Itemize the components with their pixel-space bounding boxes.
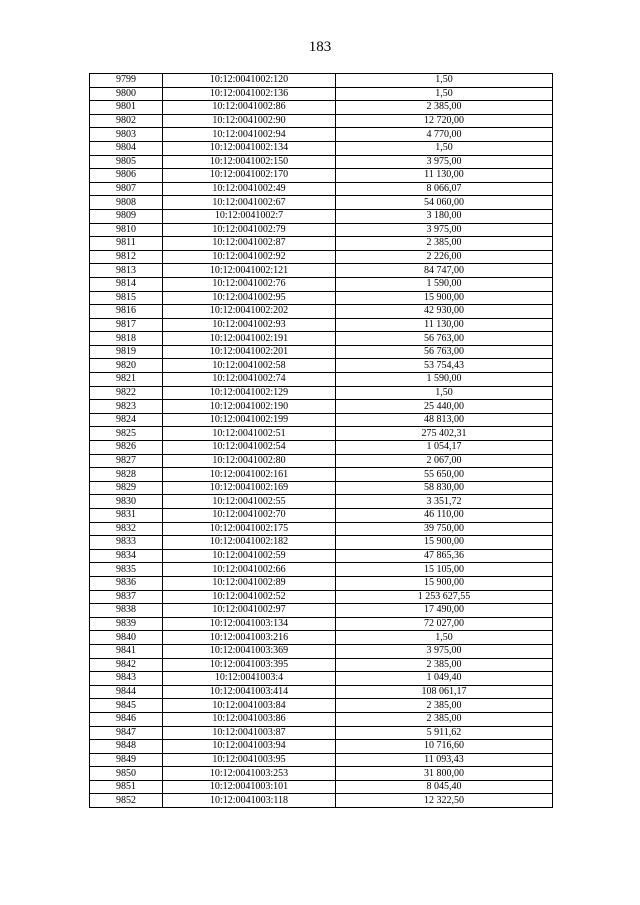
value-cell: 8 066,07: [336, 182, 553, 196]
value-cell: 2 385,00: [336, 101, 553, 115]
value-cell: 53 754,43: [336, 359, 553, 373]
cadastral-number-cell: 10:12:0041003:118: [163, 794, 336, 808]
cadastral-number-cell: 10:12:0041003:414: [163, 685, 336, 699]
cadastral-number-cell: 10:12:0041002:70: [163, 509, 336, 523]
registry-table: [89, 73, 553, 808]
cadastral-number-cell: 10:12:0041002:201: [163, 345, 336, 359]
cadastral-number-cell: 10:12:0041003:95: [163, 753, 336, 767]
table-row: [90, 345, 553, 359]
row-number-cell: 9804: [90, 141, 163, 155]
table-row: [90, 454, 553, 468]
table-row: [90, 468, 553, 482]
table-row: [90, 672, 553, 686]
value-cell: 72 027,00: [336, 617, 553, 631]
value-cell: 42 930,00: [336, 305, 553, 319]
table-row: [90, 631, 553, 645]
value-cell: 2 385,00: [336, 699, 553, 713]
row-number-cell: 9817: [90, 318, 163, 332]
row-number-cell: 9806: [90, 169, 163, 183]
value-cell: 15 105,00: [336, 563, 553, 577]
cadastral-number-cell: 10:12:0041002:66: [163, 563, 336, 577]
value-cell: 1 054,17: [336, 441, 553, 455]
row-number-cell: 9849: [90, 753, 163, 767]
row-number-cell: 9832: [90, 522, 163, 536]
row-number-cell: 9818: [90, 332, 163, 346]
cadastral-number-cell: 10:12:0041002:129: [163, 386, 336, 400]
row-number-cell: 9810: [90, 223, 163, 237]
table-row: [90, 332, 553, 346]
row-number-cell: 9829: [90, 481, 163, 495]
row-number-cell: 9821: [90, 373, 163, 387]
row-number-cell: 9830: [90, 495, 163, 509]
row-number-cell: 9811: [90, 237, 163, 251]
cadastral-number-cell: 10:12:0041003:86: [163, 712, 336, 726]
row-number-cell: 9820: [90, 359, 163, 373]
row-number-cell: 9838: [90, 604, 163, 618]
cadastral-number-cell: 10:12:0041002:92: [163, 250, 336, 264]
table-row: [90, 740, 553, 754]
table-row: [90, 386, 553, 400]
row-number-cell: 9816: [90, 305, 163, 319]
row-number-cell: 9852: [90, 794, 163, 808]
value-cell: 275 402,31: [336, 427, 553, 441]
table-row: [90, 794, 553, 808]
value-cell: 11 130,00: [336, 318, 553, 332]
cadastral-number-cell: 10:12:0041002:58: [163, 359, 336, 373]
page-number: 183: [308, 39, 332, 55]
table-row: [90, 277, 553, 291]
row-number-cell: 9825: [90, 427, 163, 441]
value-cell: 2 385,00: [336, 237, 553, 251]
row-number-cell: 9805: [90, 155, 163, 169]
table-row: [90, 590, 553, 604]
table-row: [90, 223, 553, 237]
row-number-cell: 9848: [90, 740, 163, 754]
row-number-cell: 9822: [90, 386, 163, 400]
value-cell: 25 440,00: [336, 400, 553, 414]
value-cell: 3 975,00: [336, 644, 553, 658]
value-cell: 1,50: [336, 386, 553, 400]
value-cell: 1 590,00: [336, 373, 553, 387]
value-cell: 1,50: [336, 74, 553, 88]
table-row: [90, 196, 553, 210]
table-row: [90, 549, 553, 563]
table-row: [90, 141, 553, 155]
row-number-cell: 9814: [90, 277, 163, 291]
value-cell: 46 110,00: [336, 509, 553, 523]
value-cell: 12 322,50: [336, 794, 553, 808]
cadastral-number-cell: 10:12:0041002:54: [163, 441, 336, 455]
row-number-cell: 9844: [90, 685, 163, 699]
row-number-cell: 9847: [90, 726, 163, 740]
cadastral-number-cell: 10:12:0041002:59: [163, 549, 336, 563]
value-cell: 2 067,00: [336, 454, 553, 468]
cadastral-number-cell: 10:12:0041002:87: [163, 237, 336, 251]
row-number-cell: 9808: [90, 196, 163, 210]
cadastral-number-cell: 10:12:0041003:94: [163, 740, 336, 754]
row-number-cell: 9843: [90, 672, 163, 686]
cadastral-number-cell: 10:12:0041002:90: [163, 114, 336, 128]
row-number-cell: 9827: [90, 454, 163, 468]
table-row: [90, 101, 553, 115]
value-cell: 8 045,40: [336, 780, 553, 794]
row-number-cell: 9803: [90, 128, 163, 142]
cadastral-number-cell: 10:12:0041002:121: [163, 264, 336, 278]
table-row: [90, 400, 553, 414]
table-row: [90, 604, 553, 618]
value-cell: 17 490,00: [336, 604, 553, 618]
value-cell: 56 763,00: [336, 345, 553, 359]
cadastral-number-cell: 10:12:0041003:369: [163, 644, 336, 658]
table-row: [90, 617, 553, 631]
cadastral-number-cell: 10:12:0041003:134: [163, 617, 336, 631]
value-cell: 3 975,00: [336, 155, 553, 169]
row-number-cell: 9842: [90, 658, 163, 672]
value-cell: 15 900,00: [336, 536, 553, 550]
cadastral-number-cell: 10:12:0041003:84: [163, 699, 336, 713]
table-row: [90, 685, 553, 699]
table-row: [90, 427, 553, 441]
value-cell: 1 049,40: [336, 672, 553, 686]
cadastral-number-cell: 10:12:0041002:86: [163, 101, 336, 115]
cadastral-number-cell: 10:12:0041002:202: [163, 305, 336, 319]
row-number-cell: 9833: [90, 536, 163, 550]
cadastral-number-cell: 10:12:0041002:67: [163, 196, 336, 210]
table-row: [90, 644, 553, 658]
cadastral-number-cell: 10:12:0041002:80: [163, 454, 336, 468]
cadastral-number-cell: 10:12:0041002:190: [163, 400, 336, 414]
registry-table-body: [90, 74, 553, 808]
cadastral-number-cell: 10:12:0041002:170: [163, 169, 336, 183]
value-cell: 15 900,00: [336, 291, 553, 305]
cadastral-number-cell: 10:12:0041002:169: [163, 481, 336, 495]
cadastral-number-cell: 10:12:0041002:74: [163, 373, 336, 387]
row-number-cell: 9802: [90, 114, 163, 128]
table-row: [90, 536, 553, 550]
value-cell: 2 385,00: [336, 712, 553, 726]
cadastral-number-cell: 10:12:0041003:395: [163, 658, 336, 672]
table-row: [90, 87, 553, 101]
table-row: [90, 169, 553, 183]
table-row: [90, 658, 553, 672]
row-number-cell: 9851: [90, 780, 163, 794]
row-number-cell: 9801: [90, 101, 163, 115]
value-cell: 48 813,00: [336, 413, 553, 427]
row-number-cell: 9841: [90, 644, 163, 658]
value-cell: 2 226,00: [336, 250, 553, 264]
value-cell: 12 720,00: [336, 114, 553, 128]
table-row: [90, 291, 553, 305]
cadastral-number-cell: 10:12:0041002:55: [163, 495, 336, 509]
value-cell: 1,50: [336, 141, 553, 155]
value-cell: 5 911,62: [336, 726, 553, 740]
table-row: [90, 699, 553, 713]
row-number-cell: 9845: [90, 699, 163, 713]
value-cell: 11 130,00: [336, 169, 553, 183]
table-row: [90, 481, 553, 495]
value-cell: 3 975,00: [336, 223, 553, 237]
value-cell: 56 763,00: [336, 332, 553, 346]
cadastral-number-cell: 10:12:0041002:191: [163, 332, 336, 346]
cadastral-number-cell: 10:12:0041003:216: [163, 631, 336, 645]
table-row: [90, 128, 553, 142]
cadastral-number-cell: 10:12:0041002:175: [163, 522, 336, 536]
cadastral-number-cell: 10:12:0041003:87: [163, 726, 336, 740]
row-number-cell: 9840: [90, 631, 163, 645]
row-number-cell: 9812: [90, 250, 163, 264]
table-row: [90, 563, 553, 577]
table-row: [90, 767, 553, 781]
cadastral-number-cell: 10:12:0041002:76: [163, 277, 336, 291]
table-row: [90, 237, 553, 251]
cadastral-number-cell: 10:12:0041002:52: [163, 590, 336, 604]
table-row: [90, 441, 553, 455]
row-number-cell: 9799: [90, 74, 163, 88]
cadastral-number-cell: 10:12:0041002:150: [163, 155, 336, 169]
table-row: [90, 250, 553, 264]
table-row: [90, 182, 553, 196]
table-row: [90, 495, 553, 509]
cadastral-number-cell: 10:12:0041002:79: [163, 223, 336, 237]
value-cell: 11 093,43: [336, 753, 553, 767]
cadastral-number-cell: 10:12:0041002:136: [163, 87, 336, 101]
value-cell: 31 800,00: [336, 767, 553, 781]
table-row: [90, 74, 553, 88]
row-number-cell: 9839: [90, 617, 163, 631]
cadastral-number-cell: 10:12:0041002:7: [163, 209, 336, 223]
row-number-cell: 9800: [90, 87, 163, 101]
cadastral-number-cell: 10:12:0041002:95: [163, 291, 336, 305]
value-cell: 47 865,36: [336, 549, 553, 563]
cadastral-number-cell: 10:12:0041002:51: [163, 427, 336, 441]
cadastral-number-cell: 10:12:0041002:199: [163, 413, 336, 427]
cadastral-number-cell: 10:12:0041002:161: [163, 468, 336, 482]
cadastral-number-cell: 10:12:0041002:89: [163, 576, 336, 590]
table-row: [90, 413, 553, 427]
row-number-cell: 9813: [90, 264, 163, 278]
value-cell: 1,50: [336, 87, 553, 101]
cadastral-number-cell: 10:12:0041002:93: [163, 318, 336, 332]
value-cell: 39 750,00: [336, 522, 553, 536]
table-row: [90, 726, 553, 740]
table-row: [90, 318, 553, 332]
row-number-cell: 9837: [90, 590, 163, 604]
table-row: [90, 305, 553, 319]
table-row: [90, 576, 553, 590]
value-cell: 10 716,60: [336, 740, 553, 754]
value-cell: 1 253 627,55: [336, 590, 553, 604]
cadastral-number-cell: 10:12:0041002:94: [163, 128, 336, 142]
cadastral-number-cell: 10:12:0041003:253: [163, 767, 336, 781]
value-cell: 1,50: [336, 631, 553, 645]
table-row: [90, 114, 553, 128]
row-number-cell: 9815: [90, 291, 163, 305]
table-row: [90, 264, 553, 278]
value-cell: 58 830,00: [336, 481, 553, 495]
table-row: [90, 209, 553, 223]
value-cell: 3 180,00: [336, 209, 553, 223]
row-number-cell: 9809: [90, 209, 163, 223]
cadastral-number-cell: 10:12:0041003:4: [163, 672, 336, 686]
value-cell: 3 351,72: [336, 495, 553, 509]
row-number-cell: 9828: [90, 468, 163, 482]
row-number-cell: 9824: [90, 413, 163, 427]
row-number-cell: 9819: [90, 345, 163, 359]
table-row: [90, 359, 553, 373]
cadastral-number-cell: 10:12:0041003:101: [163, 780, 336, 794]
value-cell: 15 900,00: [336, 576, 553, 590]
row-number-cell: 9807: [90, 182, 163, 196]
table-row: [90, 509, 553, 523]
value-cell: 2 385,00: [336, 658, 553, 672]
row-number-cell: 9835: [90, 563, 163, 577]
cadastral-number-cell: 10:12:0041002:120: [163, 74, 336, 88]
table-row: [90, 780, 553, 794]
value-cell: 84 747,00: [336, 264, 553, 278]
value-cell: 54 060,00: [336, 196, 553, 210]
cadastral-number-cell: 10:12:0041002:134: [163, 141, 336, 155]
value-cell: 1 590,00: [336, 277, 553, 291]
table-row: [90, 753, 553, 767]
row-number-cell: 9831: [90, 509, 163, 523]
row-number-cell: 9850: [90, 767, 163, 781]
table-row: [90, 155, 553, 169]
table-row: [90, 522, 553, 536]
row-number-cell: 9823: [90, 400, 163, 414]
value-cell: 108 061,17: [336, 685, 553, 699]
cadastral-number-cell: 10:12:0041002:49: [163, 182, 336, 196]
cadastral-number-cell: 10:12:0041002:97: [163, 604, 336, 618]
row-number-cell: 9846: [90, 712, 163, 726]
value-cell: 55 650,00: [336, 468, 553, 482]
row-number-cell: 9834: [90, 549, 163, 563]
row-number-cell: 9826: [90, 441, 163, 455]
cadastral-number-cell: 10:12:0041002:182: [163, 536, 336, 550]
table-row: [90, 712, 553, 726]
value-cell: 4 770,00: [336, 128, 553, 142]
row-number-cell: 9836: [90, 576, 163, 590]
table-row: [90, 373, 553, 387]
